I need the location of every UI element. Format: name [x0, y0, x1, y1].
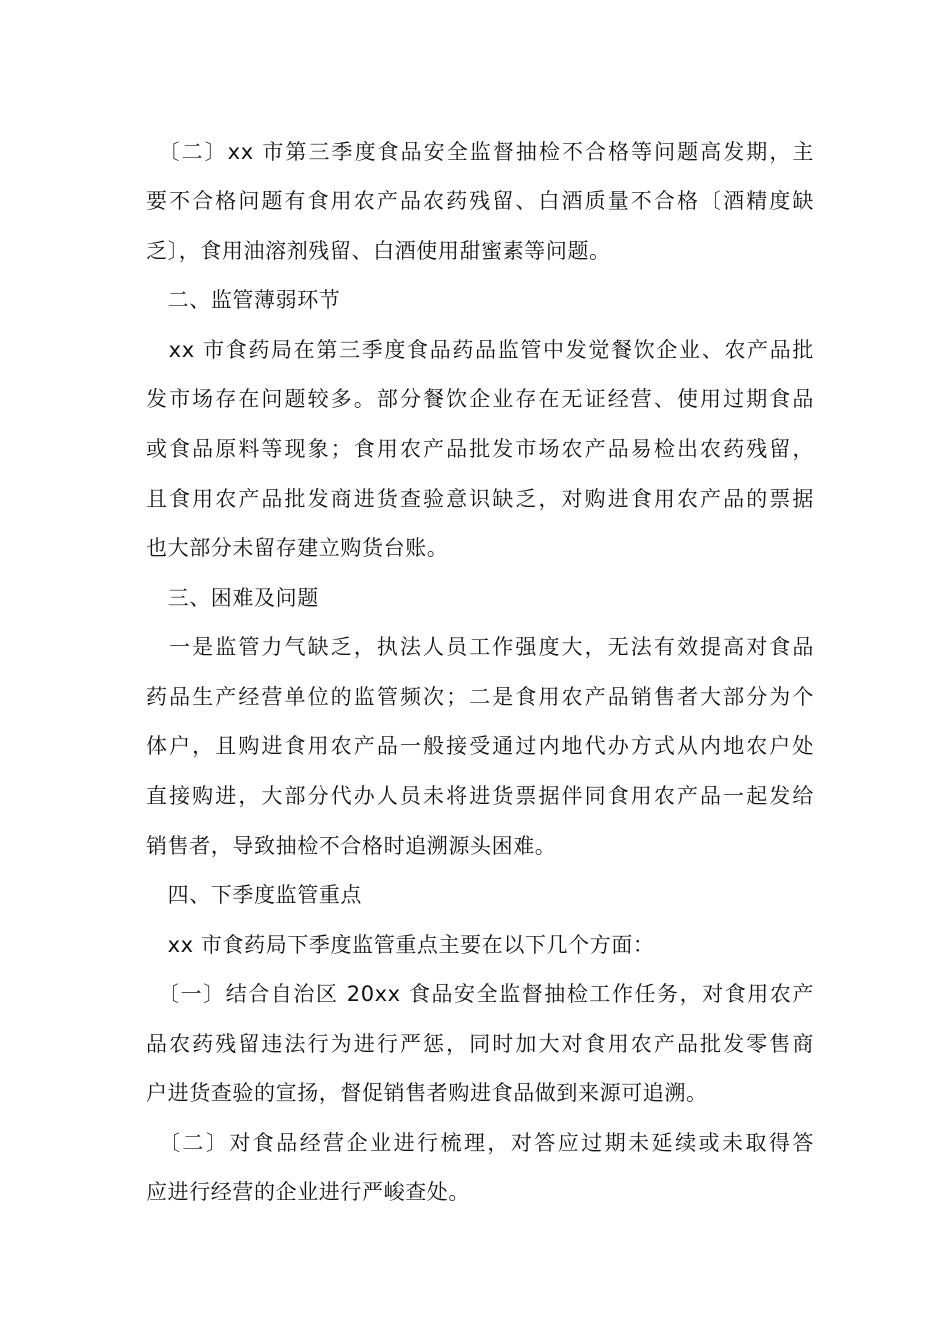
paragraph-line: 药品生产经营单位的监管频次；二是食用农产品销售者大部分为个 — [146, 685, 814, 709]
paragraph-line: 〔一〕结合自治区 20xx 食品安全监督抽检工作任务，对食用农产 — [146, 982, 814, 1006]
paragraph-line: xx 市食药局在第三季度食品药品监管中发觉餐饮企业、农产品批 — [146, 338, 814, 362]
paragraph-line: 销售者，导致抽检不合格时追溯源头困难。 — [146, 834, 557, 858]
paragraph-line: 应进行经营的企业进行严峻查处。 — [146, 1180, 470, 1204]
paragraph-line: 品农药残留违法行为进行严惩，同时加大对食用农产品批发零售商 — [146, 1032, 814, 1056]
paragraph-line: xx 市食药局下季度监管重点主要在以下几个方面： — [146, 933, 655, 957]
paragraph-line: 户进货查验的宣扬，督促销售者购进食品做到来源可追溯。 — [146, 1081, 708, 1105]
section-heading: 三、困难及问题 — [146, 586, 319, 610]
paragraph-line: 发市场存在问题较多。部分餐饮企业存在无证经营、使用过期食品 — [146, 387, 814, 411]
section-heading: 四、下季度监管重点 — [146, 883, 362, 907]
paragraph-line: 也大部分未留存建立购货台账。 — [146, 536, 449, 560]
section-heading: 二、监管薄弱环节 — [146, 288, 341, 312]
paragraph-line: 一是监管力气缺乏，执法人员工作强度大，无法有效提高对食品 — [146, 635, 814, 659]
paragraph-line: 〔二〕对食品经营企业进行梳理，对答应过期未延续或未取得答 — [146, 1131, 814, 1155]
paragraph-line: 〔二〕xx 市第三季度食品安全监督抽检不合格等问题高发期，主 — [146, 140, 814, 164]
paragraph-line: 要不合格问题有食用农产品农药残留、白酒质量不合格〔酒精度缺 — [146, 189, 814, 213]
paragraph-line: 直接购进，大部分代办人员未将进货票据伴同食用农产品一起发给 — [146, 784, 814, 808]
paragraph-line: 乏〕，食用油溶剂残留、白酒使用甜蜜素等问题。 — [146, 239, 611, 263]
paragraph-line: 体户，且购进食用农产品一般接受通过内地代办方式从内地农户处 — [146, 734, 814, 758]
paragraph-line: 或食品原料等现象；食用农产品批发市场农产品易检出农药残留， — [146, 437, 814, 461]
paragraph-line: 且食用农产品批发商进货查验意识缺乏，对购进食用农产品的票据 — [146, 487, 814, 511]
